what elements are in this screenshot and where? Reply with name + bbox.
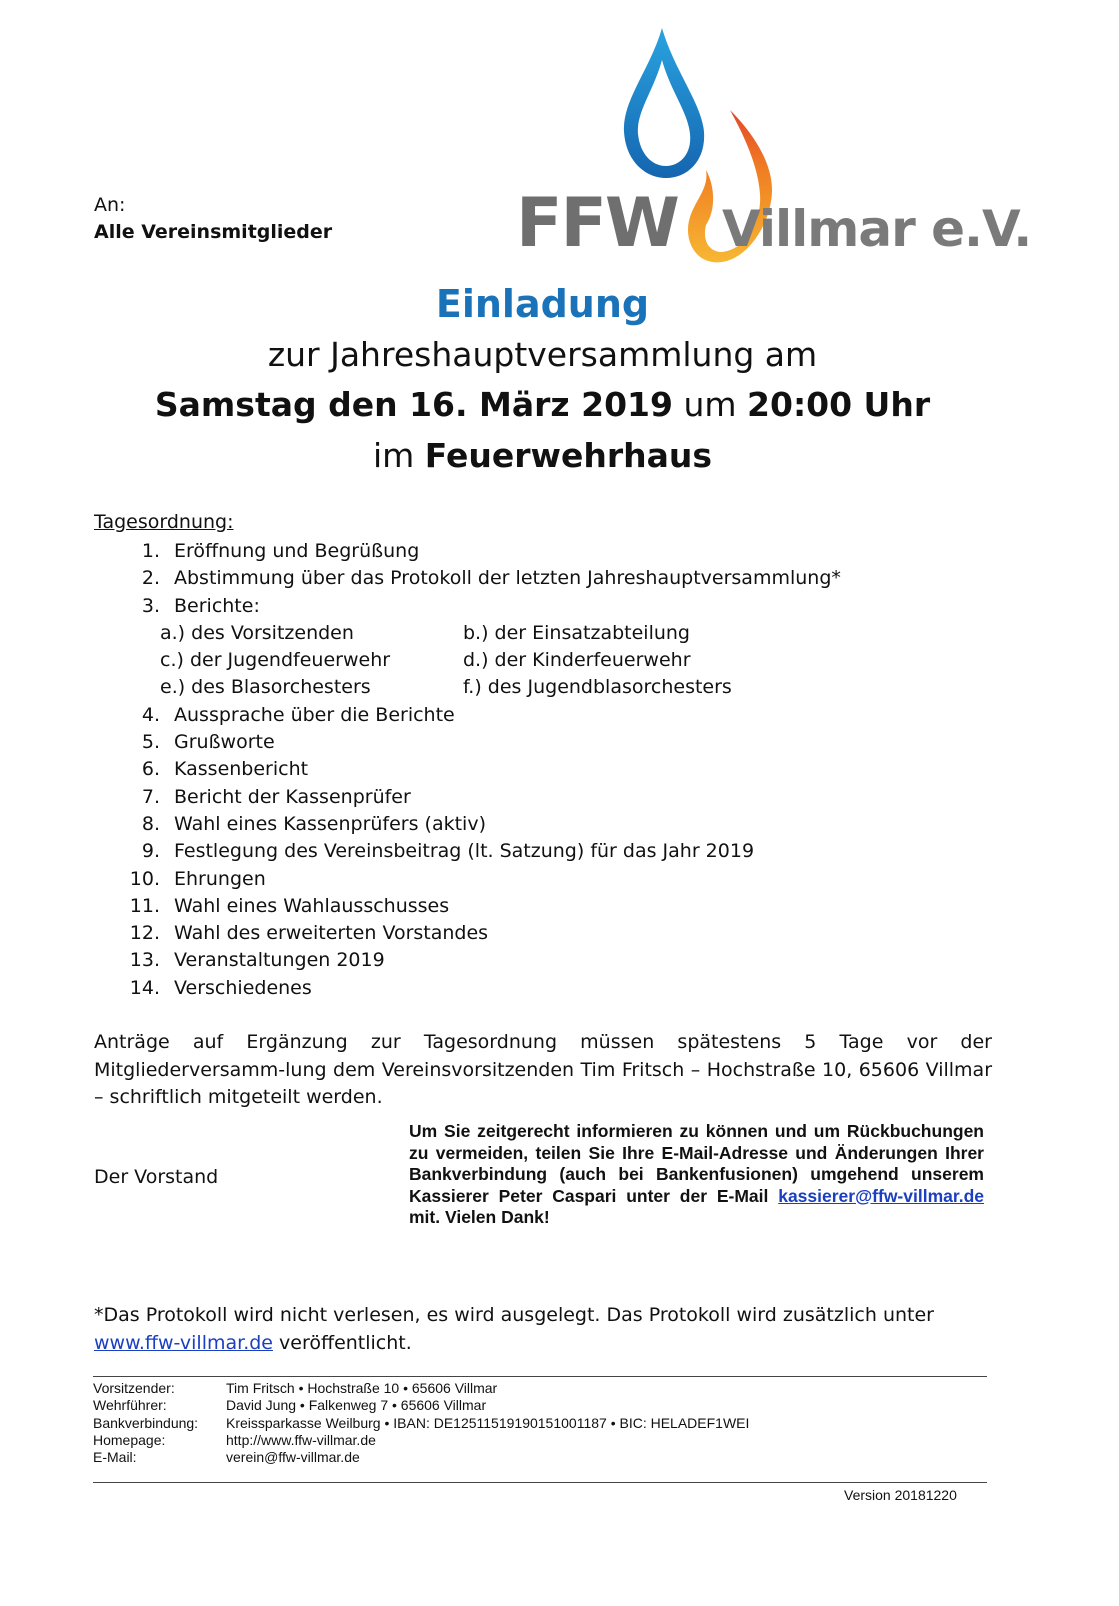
agenda-item-number: 10. xyxy=(129,867,160,890)
agenda-item-number: 6. xyxy=(141,758,160,781)
ffw-villmar-logo xyxy=(510,20,1040,270)
agenda-item xyxy=(94,593,841,620)
footer-row xyxy=(93,1432,749,1449)
footer-value: David Jung • Falkenweg 7 • 65606 Villmar xyxy=(226,1397,487,1414)
agenda-item xyxy=(94,729,841,756)
report-row xyxy=(94,620,841,647)
footer-label: Bankverbindung: xyxy=(93,1414,199,1431)
footer-divider-top xyxy=(93,1376,987,1377)
page-title: Einladung xyxy=(435,282,650,326)
agenda-item-number: 8. xyxy=(141,812,160,835)
footnote-after: veröffentlicht. xyxy=(272,1331,412,1354)
heading-place-line xyxy=(0,436,1085,475)
agenda-item xyxy=(94,702,841,729)
signature: Der Vorstand xyxy=(94,1166,219,1188)
agenda-item-text: Berichte: xyxy=(174,594,260,617)
report-item: c.) der Jugendfeuerwehr xyxy=(160,649,391,672)
report-item: a.) des Vorsitzenden xyxy=(160,621,354,644)
report-item: e.) des Blasorchesters xyxy=(160,676,371,699)
footer-divider-bottom xyxy=(93,1482,987,1483)
footer-contact xyxy=(93,1380,749,1466)
agenda-item xyxy=(94,538,841,565)
heading-subtitle: zur Jahreshauptversammlung am xyxy=(267,335,818,374)
agenda-heading: Tagesordnung: xyxy=(94,511,234,533)
agenda-item-text: Verschiedenes xyxy=(174,976,312,999)
footer-label: Homepage: xyxy=(93,1431,166,1448)
agenda-item-text: Wahl eines Kassenprüfers (aktiv) xyxy=(174,812,486,835)
agenda-item xyxy=(94,975,841,1002)
agenda-item-text: Grußworte xyxy=(174,731,275,754)
agenda-item-text: Veranstaltungen 2019 xyxy=(174,949,385,972)
homepage-link[interactable]: www.ffw-villmar.de xyxy=(94,1331,273,1354)
notice-text: Um Sie zeitgerecht informieren zu können und um Rückbuchungen zu vermeiden, teilen Sie Ihre E-Mail-Adresse und Änderungen Ihrer Bankverbindung (auch bei Bankenfusionen) umgehend unserem Kassierer Peter Caspari unter der E-Mail xyxy=(409,1121,984,1206)
heading-date: Samstag den 16. März 2019 xyxy=(154,385,673,424)
footer-row xyxy=(93,1415,749,1432)
footer-value: http://www.ffw-villmar.de xyxy=(226,1431,376,1448)
agenda-item xyxy=(94,811,841,838)
footnote-text: *Das Protokoll wird nicht verlesen, es wird ausgelegt. Das Protokoll wird zusätzlich unter xyxy=(94,1304,934,1326)
notice-text-end: mit. Vielen Dank! xyxy=(409,1207,550,1227)
footer-row xyxy=(93,1380,749,1397)
agenda-item xyxy=(94,866,841,893)
svg-text:Villmar e.V.: Villmar e.V. xyxy=(722,200,1032,258)
heading-place: Feuerwehrhaus xyxy=(424,436,713,475)
footer-label: Vorsitzender: xyxy=(93,1380,175,1396)
recipient-block xyxy=(94,192,332,246)
heading-um: um xyxy=(683,385,737,424)
cashier-email-link[interactable]: kassierer@ffw-villmar.de xyxy=(778,1185,984,1206)
agenda-item-text: Wahl eines Wahlausschusses xyxy=(174,894,450,917)
agenda-item-text: Abstimmung über das Protokoll der letzten Jahreshauptversammlung* xyxy=(174,567,841,590)
report-item: f.) des Jugendblasorchesters xyxy=(463,676,732,699)
agenda-item-text: Wahl des erweiterten Vorstandes xyxy=(174,922,489,945)
bank-notice xyxy=(409,1121,984,1229)
agenda-item xyxy=(94,784,841,811)
agenda-item xyxy=(94,947,841,974)
heading-time: 20:00 Uhr xyxy=(747,385,931,424)
agenda-item-text: Festlegung des Vereinsbeitrag (lt. Satzung) für das Jahr 2019 xyxy=(174,840,755,863)
footer-value: Tim Fritsch • Hochstraße 10 • 65606 Villmar xyxy=(226,1380,498,1396)
report-item: b.) der Einsatzabteilung xyxy=(463,621,690,644)
agenda-item-number: 14. xyxy=(129,976,160,999)
agenda-item xyxy=(94,920,841,947)
footer-value: Kreissparkasse Weilburg • IBAN: DE12511519190151001187 • BIC: HELADEF1WEI xyxy=(226,1414,750,1431)
agenda-list xyxy=(94,538,841,1002)
water-drop-icon xyxy=(624,28,704,178)
agenda-item-number: 13. xyxy=(129,949,160,972)
agenda-item-number: 3. xyxy=(141,594,160,617)
agenda-item-text: Kassenbericht xyxy=(174,758,309,781)
footer-label: E-Mail: xyxy=(93,1449,137,1466)
agenda-item-number: 1. xyxy=(141,540,160,562)
footnote xyxy=(94,1302,994,1357)
recipient-label: An: xyxy=(94,194,126,216)
footer-row xyxy=(93,1449,749,1466)
agenda-item-text: Aussprache über die Berichte xyxy=(174,703,455,726)
agenda-item xyxy=(94,756,841,783)
heading-im: im xyxy=(372,436,415,475)
agenda-item-number: 11. xyxy=(129,894,160,917)
agenda-item xyxy=(94,838,841,865)
agenda-item-text: Ehrungen xyxy=(174,867,266,890)
agenda-item-number: 12. xyxy=(129,922,160,945)
report-row xyxy=(94,674,841,701)
svg-text:FFW: FFW xyxy=(516,184,678,263)
heading-date-line xyxy=(0,385,1085,424)
report-row xyxy=(94,647,841,674)
agenda-item-number: 4. xyxy=(141,703,160,726)
agenda-item xyxy=(94,565,841,592)
agenda-item-number: 7. xyxy=(141,785,160,808)
report-item: d.) der Kinderfeuerwehr xyxy=(463,649,691,672)
footer-label: Wehrführer: xyxy=(93,1397,167,1414)
agenda-item xyxy=(94,893,841,920)
agenda-item-number: 2. xyxy=(141,567,160,590)
version-label: Version 20181220 xyxy=(844,1487,957,1503)
agenda-item-text: Bericht der Kassenprüfer xyxy=(174,785,411,808)
recipient-name: Alle Vereinsmitglieder xyxy=(94,221,333,243)
deadline-paragraph: Anträge auf Ergänzung zur Tagesordnung müssen spätestens 5 Tage vor der Mitgliederversamm-lung dem Vereinsvorsitzenden Tim Fritsch – Hochstraße 10, 65606 Villmar – schriftlich mitgeteilt werden. xyxy=(94,1031,992,1108)
agenda-item-number: 5. xyxy=(141,731,160,754)
footer-value: verein@ffw-villmar.de xyxy=(226,1449,360,1466)
agenda-item-text: Eröffnung und Begrüßung xyxy=(174,540,420,562)
footer-row xyxy=(93,1397,749,1414)
agenda-item-number: 9. xyxy=(141,840,160,863)
